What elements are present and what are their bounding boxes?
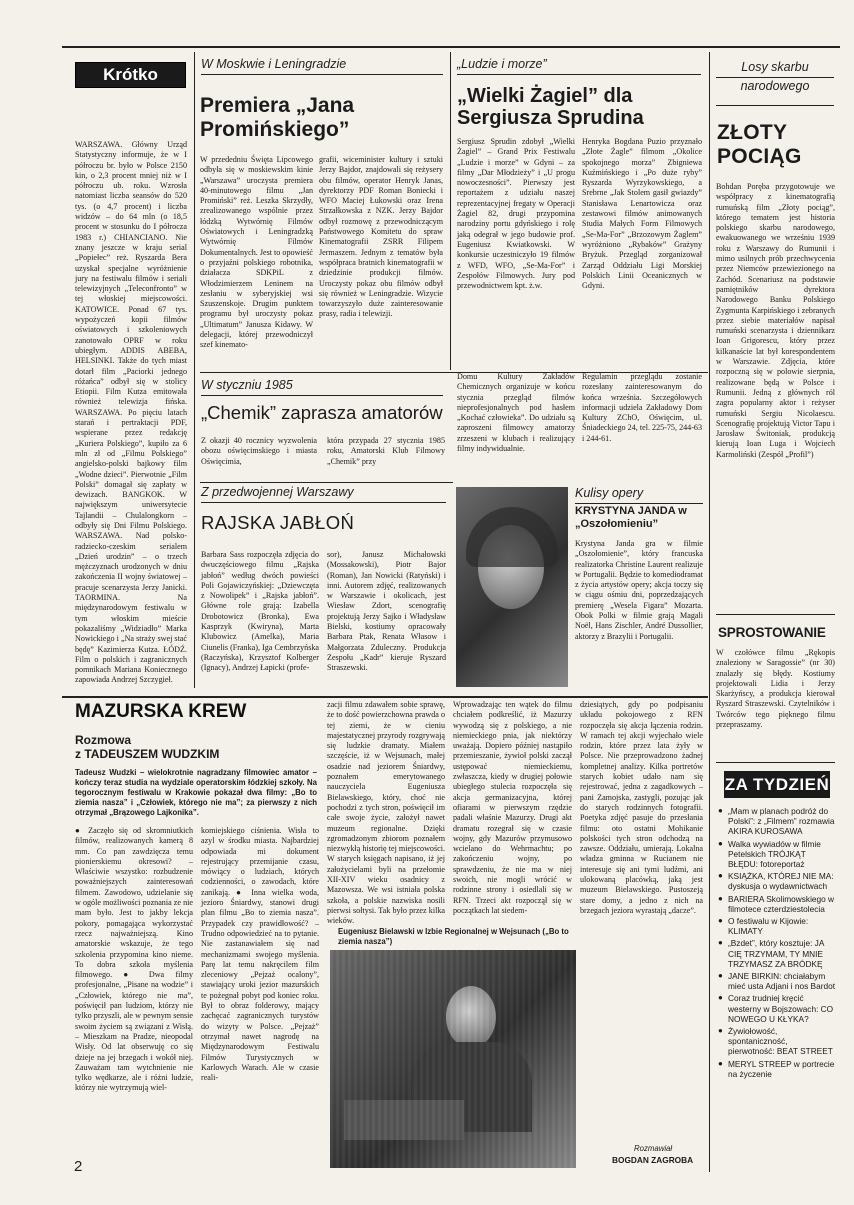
zloty-headline: ZŁOTY POCIĄG [717, 121, 802, 168]
mazurska-body-1: ● Zaczęło się od skromniutkich filmów, realizowanych kamerą 8 mm. Co pan zawdzięcza temu pionierskiemu okresowi? – Właściwie wszystko: rozbudzenie poważniejszych zainteresowań filmem. Zawodowo, udzielanie się w ogóle możliwości poznania ze nie mam było. Jest to jakby lekcja pokory, pomagająca wykorzystać rzecz najważniejszą. Kino amatorskie wskazuje, że tego szkolenia przypomina kino nieme. To dobra szkoła myślenia filmowego. ● Dwa filmy profesjonalne, „Pisane na wodzie” i „Człowiek, którego nie ma”, poświęcił pan ludziom, którzy nie tylko przyszli, ale w pewnym sensie swoim życiem są związani z Wisłą. – Mieszkam na Pradze, nieopodal Wisły. Od lat obserwuję co się dzieje na jej brzegach i wokół niej. Zauważam tam wytchnienie nie tylko wędkarze, ale i różni ludzie, którzy nie wytrzymują wiel- [75, 826, 193, 1093]
mazurska-top-rule [62, 696, 708, 698]
chemik-body-b: która przypada 27 stycznia 1985 roku, Amatorski Klub Filmowy „Chemik” przy [327, 436, 445, 466]
zagiel-headline: „Wielki Żagiel” dla Sergiusza Sprudina [457, 85, 644, 129]
zagiel-rule [457, 74, 701, 75]
zatydzien-item: ● BARIERA Skolimowskiego w filmotece czterdziestolecia [718, 894, 835, 914]
top-rule [62, 46, 840, 48]
zatydzien-item: ● „Mam w planach podróż do Polski”: z „Filmem” rozmawia AKIRA KUROSAWA [718, 806, 835, 837]
sprostowanie-title: SPROSTOWANIE [718, 625, 826, 640]
mazurska-lead: Tadeusz Wudzki – wielokrotnie nagradzany filmowiec amator – kończy teraz studia na wydziale operatorskim łódzkiej szkoły. Na tegorocznym festiwalu w Krakowie pokazał dwa filmy: „Bo to ziemia nasza” i „Człowiek, którego nie ma”; za pierwszy z nich otrzymał „Brązowego Lajkonika”. [75, 768, 317, 817]
mazurska-body-4: Wprowadzając ten wątek do filmu chciałem podkreślić, iż Mazurzy wywodzą się z polskiego, a nie niemieckiego pnia, jak niektórzy uważają. Dopiero później nastąpiło przemieszanie, żywioł polski zaczął ustępować niemieckiemu, zwłaszcza, kiedy w drugiej połowie ubiegłego stulecia rozpoczęła się akcja germanizacyjna, której ofiarami w pierwszym rzędzie padali właśnie Mazurzy. Drugi akt dramatu rozegrał się w czasie wojny, gdy Mazurów przymusowo wcielano do Wehrmachtu; po zakończeniu wojny, po sprawdzeniu, że nie ma w niej swoich, nie mogli wrócić w rodzinne strony i osiedlali się w RFN. Trzeci akt rozpoczął się w początkach lat siedem- [453, 700, 572, 915]
zatydzien-item: ● KSIĄŻKA, KTÓREJ NIE MA: dyskusja o wydawnictwach [718, 871, 835, 891]
zagiel-kicker: „Ludzie i morze” [457, 57, 547, 71]
zatydzien-title: ZA TYDZIEŃ [724, 775, 830, 794]
zatydzien-item: ● Walka wywiadów w filmie Petelskich TRÓJKĄT BŁĘDU: fotoreportaż [718, 839, 835, 870]
sprostowanie-body: W czołówce filmu „Rękopis znaleziony w Saragossie” (nr 30) znalazły się błędy. Kostiumy projektowali Lidia i Jerzy Skarżyńscy, a produkcja kierował Ryszard Straszewski. Czytelników i Twórców tego pięknego filmu przepraszamy. [716, 648, 835, 730]
chemik-body-d: Regulamin przeglądu zostanie rozesłany zainteresowanym do końca września. Szczegółowych informacji udziela Zakładowy Dom Kultury ZChO, Oświęcim, ul. Śniadeckiego 24, tel. 225-75, 244-63 i 244-61. [582, 372, 702, 443]
rajska-headline: RAJSKA JABŁOŃ [201, 512, 355, 533]
page-number: 2 [74, 1158, 83, 1175]
zatydzien-item: ● MERYL STREEP w portrecie na życzenie [718, 1059, 835, 1079]
janda-photo [456, 487, 568, 687]
rajska-top-rule [200, 482, 453, 483]
premiera-rule [201, 74, 443, 75]
janda-kicker: Kulisy opery [575, 486, 644, 500]
janda-body: Krystyna Janda gra w filmie „Oszołomienie”, który francuska realizatorka Christine Laurent realizuje w Portugalii. Będzie to komediodramat z życia artystów opery; akcja toczy się w ciągu ośmiu dni, poprzedzających premierę „Wesela Figara” Mozarta. Obok Polki w filmie grają Magali Noël, Hans Zischler, André Dussollier, aktorzy z Brazylii i Portugalii. [575, 539, 703, 641]
col3-divider [709, 52, 710, 1172]
rajska-kicker-rule [201, 502, 446, 503]
zatydzien-item: ● JANE BIRKIN: chciałabym mieć usta Adjani i nos Bardot [718, 971, 835, 991]
zagiel-body-b: Henryka Bogdana Puzio przyznało „Złote Żagle” filmom „Okolice spokojnego morza” Zbigniewa Kuźmińskiego i „Po duże ryby” Ryszarda Wyrzykowskiego, a Srebrne „Jak Stolem gasił gwiazdy” Stanisława Lenartowicza oraz zestawowi filmów animowanych Studia Małych Form Filmowych „Se-Ma-For” „Brzozowym Żaglem” wyróżniono „Rybaków” Grażyny Bryżuk. Przegląd zorganizował Zarząd Oddziału Ligi Morskiej Polskich Linii Oceanicznych w Gdyni. [582, 137, 702, 291]
mazurska-body-5: dziesiątych, gdy po podpisaniu układu pokojowego z RFN rozpoczęła się akcja łączenia rodzin. W ramach tej akcji wyjechało wiele rodzin, które przez lata żyły w Polsce. Nie przeprowadzono żadnej kompletnej analizy. Kilka portretów starych kobiet udało nam się rejestrować, jedna z zagadkowych – pani Zamojska, zastygli, pozując jak do starych rodzinnych fotografii. Poetyka zdjęć pasuje do przesłania filmu: oto ostatni Mohikanie polskości tych stron odchodzą na zawsze. Oddziału, umierają. Lokalna władza gminna w Rucianem nie interesuje się ani tymi ludźmi, ani ulokowaną placówką, jaką jest muzeum Bielawskiego. Pustoszeją stare domy, a jedno z nich na brzegach jeziora wyrastają „dacze”. [580, 700, 703, 915]
zatydzien-rule [716, 762, 835, 763]
sprost-rule [716, 614, 835, 615]
mazurska-body-2: komiejskiego ciśnienia. Wisła to azyl w środku miasta. Najbardziej odpowiada mi dokument rejestrujący przemijanie czasu, mówiący o ludziach, których codzienności, o zawodach, które zanikają. ● Inna wielka woda, jezioro Śniardwy, stanowi drugi plan filmu „Bo to ziemia nasza”. Przypadek czy prawidłowość? – Trudno odpowiedzieć na to pytanie. Nie zastanawiałem się nad mechanizmami swojego myślenia. Parę lat temu nakręcilem film zleceniowy „Pejzaż ocalony”, stawiający uroki jezior mazurskich te pożegnał pobyt pod koniec roku. Był to obraz folderowy, mający zachęcać zagranicznych turystów do wizyty w Polsce. „Pejzaż” otrzymał nawet nagrodę na Międzynarodowym Festiwalu Filmów Turystycznych w Karlowych Warach. Ale w czasie reali- [201, 826, 319, 1083]
chemik-body-a: Z okazji 40 rocznicy wyzwolenia obozu oświęcimskiego i miasta Oświęcimia, [201, 436, 317, 466]
mazurska-caption: Eugeniusz Bielawski w Izbie Regionalnej w Wejsunach („Bo to ziemia nasza”) [338, 927, 569, 946]
bielawski-photo [330, 950, 576, 1168]
chemik-kicker-rule [201, 395, 443, 396]
col2-divider [450, 52, 451, 370]
krotko-body: WARSZAWA. Główny Urząd Statystyczny informuje, że w I półroczu br. było w Polsce 2150 kin, o 2,3 procent mniej niż w I półroczu ub. roku. Wzrosła natomiast liczba seansów do 520 tys. (o 4,7 procent) i liczba widzów – do 64 mln (o 18,5 procent w stosunku do I półrocza 1983 r.) CHIANCIANO. Nie znany jeszcze w kraju serial „Popiełec” reż. Ryszarda Bera uzyskał specjalne wyróżnienie jury na festiwalu filmów i seriali telewizyjnych „Teleconfronto” w tej włoskiej miejscowości. KATOWICE. Ponad 67 tys. wypożyczeń kopii filmów oświatowych i szkoleniowych zanotowało OPRF w roku ubiegłym. ADDIS ABEBA, HELSINKI. Także do tych miast dotarł film „Paciorki jednego różańca” odbył się w stolicy Etiopii. Film Kutza emitowała również telewizja fińska. WARSZAWA. Po pięciu latach starań i pertraktacji PDF, wspierane przez redakcję „Kuriera Polskiego”, kupiło za 6 mln zł od „Filmu Polskiego” angielsko-polski bajkowy film „Wodne dzieci”. Pierwotnie „Film Polski” domagał się zapłaty w dewizach. BANGKOK. W największym uniwersytecie Tajlandii – Chulalongkorn – odbyły się Dni Filmu Polskiego. WARSZAWA. Nad polsko-radziecko-czeskim serialem „Dzień urodzin” – o trzech mężczyznach urodzonych w dniu zakończenia II wojny światowej – pracuje scenarzysta Jerzy Janicki. TAORMINA. Na międzynarodowym festiwalu w tym włoskim mieście pokazaliśmy „Widziadło” Marka Nowickiego i „Na straży swej stać będę” Kazimierza Kutza. ŁÓDŹ. Film o polskich i zagranicznych pomnikach Mariana Koniecznego zapowiada Andrzej Szczygieł. [75, 140, 187, 685]
mazurska-headline: MAZURSKA KREW [75, 701, 247, 722]
zatydzien-item: ● Coraz trudniej kręcić westerny w Bojszowach: CO NOWEGO U KŁYKA? [718, 993, 835, 1024]
rajska-body-a: Barbara Sass rozpoczęła zdjęcia do dwuczęściowego filmu „Rajska jabłoń” według dwóch powieści Poli Gojawiczyńskiej: „Dziewczęta z Nowolipek” i „Rajska jabłoń”. Główne role grają: Izabella Drobotowicz (Bronka), Ewa Kasprzyk (Kwiryna), Marta Klubowicz (Amelka), Maria Ciunelis (Franka), Iga Cembrzyńska (Raczyńska), Krzysztof Kolberger (Ignacy), Andrzej Łapicki (profe- [201, 550, 319, 673]
rajska-body-b: sor), Janusz Michałowski (Mossakowski), Piotr Bajor (Roman), Jan Nowicki (Ratyński) i inni. Autorem zdjęć, realizowanych w Warszawie i okolicach, jest Wiesław Zdort, scenografię projektują Jerzy Sajko i Władysław Bielski, kostiumy opracowały Barbara Ptak, Renata Własow i Małgorzata Zduleczny. Produkcja Zespołu „Kadr” kieruje Ryszard Straszewski. [327, 550, 446, 673]
zloty-body: Bohdan Poręba przygotowuje we współpracy z kinematografią rumuńską film „Złoty pociąg”, którego tematem jest historia polskiego skarbu narodowego, ewakuowanego we wrześniu 1939 roku z Warszawy do Rumunii i mimo usilnych prób przechwycenia przez Niemców przewiezionego na Zachód. Scenariusz na podstawie pamiętników dyrektora Narodowego Banku Polskiego Zygmunta Karpińskiego i zebranych przez siebie materiałów napisał rumuński scenarzysta i dziennikarz Ioan Grigorescu, który przez kilkanaście lat był korespondentem w Warszawie. Zdjęcia, które rozpoczną się w polowie sierpnia, realizowane będą w Polsce i Rumunii. Jedną z głównych ról zagra popularny aktor i reżyser rumuński Sergiu Nicolaescu. Scenografię projektują Victor Tapu i Jarosław Świtoniak, produkcją kierują Ioan Luga i Wojciech Karmoliński (Zespół „Profil”) [716, 182, 835, 459]
mazurska-sub1: Rozmowa [75, 733, 132, 747]
zagiel-body-a: Sergiusz Sprudin zdobył „Wielki Żagiel” – Grand Prix Festiwalu „Ludzie i morze” w Gdyni – za filmy „Dar Młodzieży” i „U progu nowoczesności”. Pierwszy jest reportażem z udziału naszej reprezentacyjnej fregaty w Operacji Żagiel 82, drugi przypomina narodziny portu gdyńskiego i rolę jaką odegrał w jego budowie prof. Eugeniusz Kwiatkowski. W konkursie uczestniczyło 19 filmów z WFD, WFO, „Se-Ma-For” i Zespołów Filmowych. Jury pod przewodnictwem kpt. ż.w. [457, 137, 575, 291]
janda-kicker-rule [575, 503, 703, 504]
krotko-title-box [75, 62, 186, 88]
zloty-kicker: Losy skarbu narodowego [740, 60, 810, 93]
zloty-kicker-rule1 [716, 77, 834, 78]
zloty-kicker-rule2 [716, 105, 834, 106]
zatydzien-item: ● O festiwalu w Kijowie: KLIMATY [718, 916, 835, 936]
chemik-kicker: W styczniu 1985 [201, 378, 293, 392]
chemik-body-c: Domu Kultury Zakładów Chemicznych organizuje w końcu stycznia przegląd filmów nieprofesjonalnych pod hasłem „Kochać człowieka”. Do udziału są zaproszeni filmowcy amatorzy zrzeszeni w klubach i realizujący filmy indywidualnie. [457, 372, 575, 454]
premiera-headline: Premiera „Jana Promińskiego” [200, 94, 355, 141]
col1-divider [194, 52, 195, 688]
premiera-body-b: grafii, wiceminister kultury i sztuki Jerzy Bajdor, znajdowali się reżysery obu filmów, operator Henryk Janas, dyrektorzy PDF Roman Boniecki i WFO Maciej Łukowski oraz Irena Strzałkowska z NZK. Jerzy Bajdor odbył rozmowę z przewodniczącym Państwowego Komitetu do spraw Kinematografii ZSRR Filipem Jermaszem. Jednym z tematów była współpraca bratnich kinematografii w dziedzinie produkcji filmów. Uroczysty pokaz obu filmów odbył się również w Leningradzie. Wizycie towarzyszyło duże zainteresowanie prasy, radia i telewizji. [319, 155, 443, 319]
mazurska-body-3: zacji filmu zdawałem sobie sprawę, że to dość powierzchowna prawda o tej ziemi, że w cieniu majestatycznej przyrody rozgrywają się ludzkie dramaty. Miałem szczęście, iż w Wejsunach, małej osadzie nad jeziorem Śniardwy, poznałem emerytowanego nauczyciela Eugeniusza Bielawskiego, który, choć nie pochodzi z tych stron, poświęcił im całe swoje życie, założył nawet muzeum regionalne. Dzięki zgromadzonym zbiorom poznałem niezwykłą historię tej miejscowości. W starych księgach napisano, iż jej założycielami byli na przełomie XII-XIV wieku osadnicy z Mazowsza. We wsi istniała polska szkoła, a polskie nazwiska nosili pierwsi sołtysi. Tak było przez kilka wieków. [327, 700, 445, 926]
krotko-title: Krótko [103, 65, 158, 84]
author-name: BOGDAN ZAGROBA [612, 1155, 694, 1165]
zatydzien-item: ● Żywiołowość, spontaniczność, pierwotność: BEAT STREET [718, 1026, 835, 1057]
zatydzien-title-box [724, 771, 830, 798]
mazurska-sub2: z TADEUSZEM WUDZKIM [75, 747, 220, 761]
rajska-kicker: Z przedwojennej Warszawy [201, 485, 354, 499]
premiera-kicker: W Moskwie i Leningradzie [201, 57, 347, 71]
janda-headline: KRYSTYNA JANDA w „Oszołomieniu” [575, 505, 687, 530]
chemik-headline: „Chemik” zaprasza amatorów [201, 402, 443, 423]
zatydzien-list [718, 806, 835, 1081]
zatydzien-item: ● „Bzdet”, który kosztuje: JA CIĘ TRZYMAM, TY MNIE TRZYMASZ ZA BRÓDKĘ [718, 938, 835, 969]
author-label: Rozmawiał [634, 1144, 673, 1153]
premiera-body-a: W przededniu Święta Lipcowego odbyła się w moskiewskim kinie „Warszawa” uroczysta premiera 40-minutowego filmu „Jan Promiński” reż. Leszka Skrzydły, zrealizowanego wspólnie przez łódzką Wytwórnię Filmów Oświatowych i Leningradzką Wytwórnię Filmów Dokumentalnych. Jest to opowieść o przyjaźni polskiego robotnika, działacza SDKPiL z Włodzimierzem Leninem na zesłaniu w syberyjskiej wsi Szuszenskoje. Drugim punktem programu był uroczysty pokaz „Ultimatum” Janusza Kidawy. W delegacji, której przewodniczył szef kinemato- [200, 155, 313, 350]
